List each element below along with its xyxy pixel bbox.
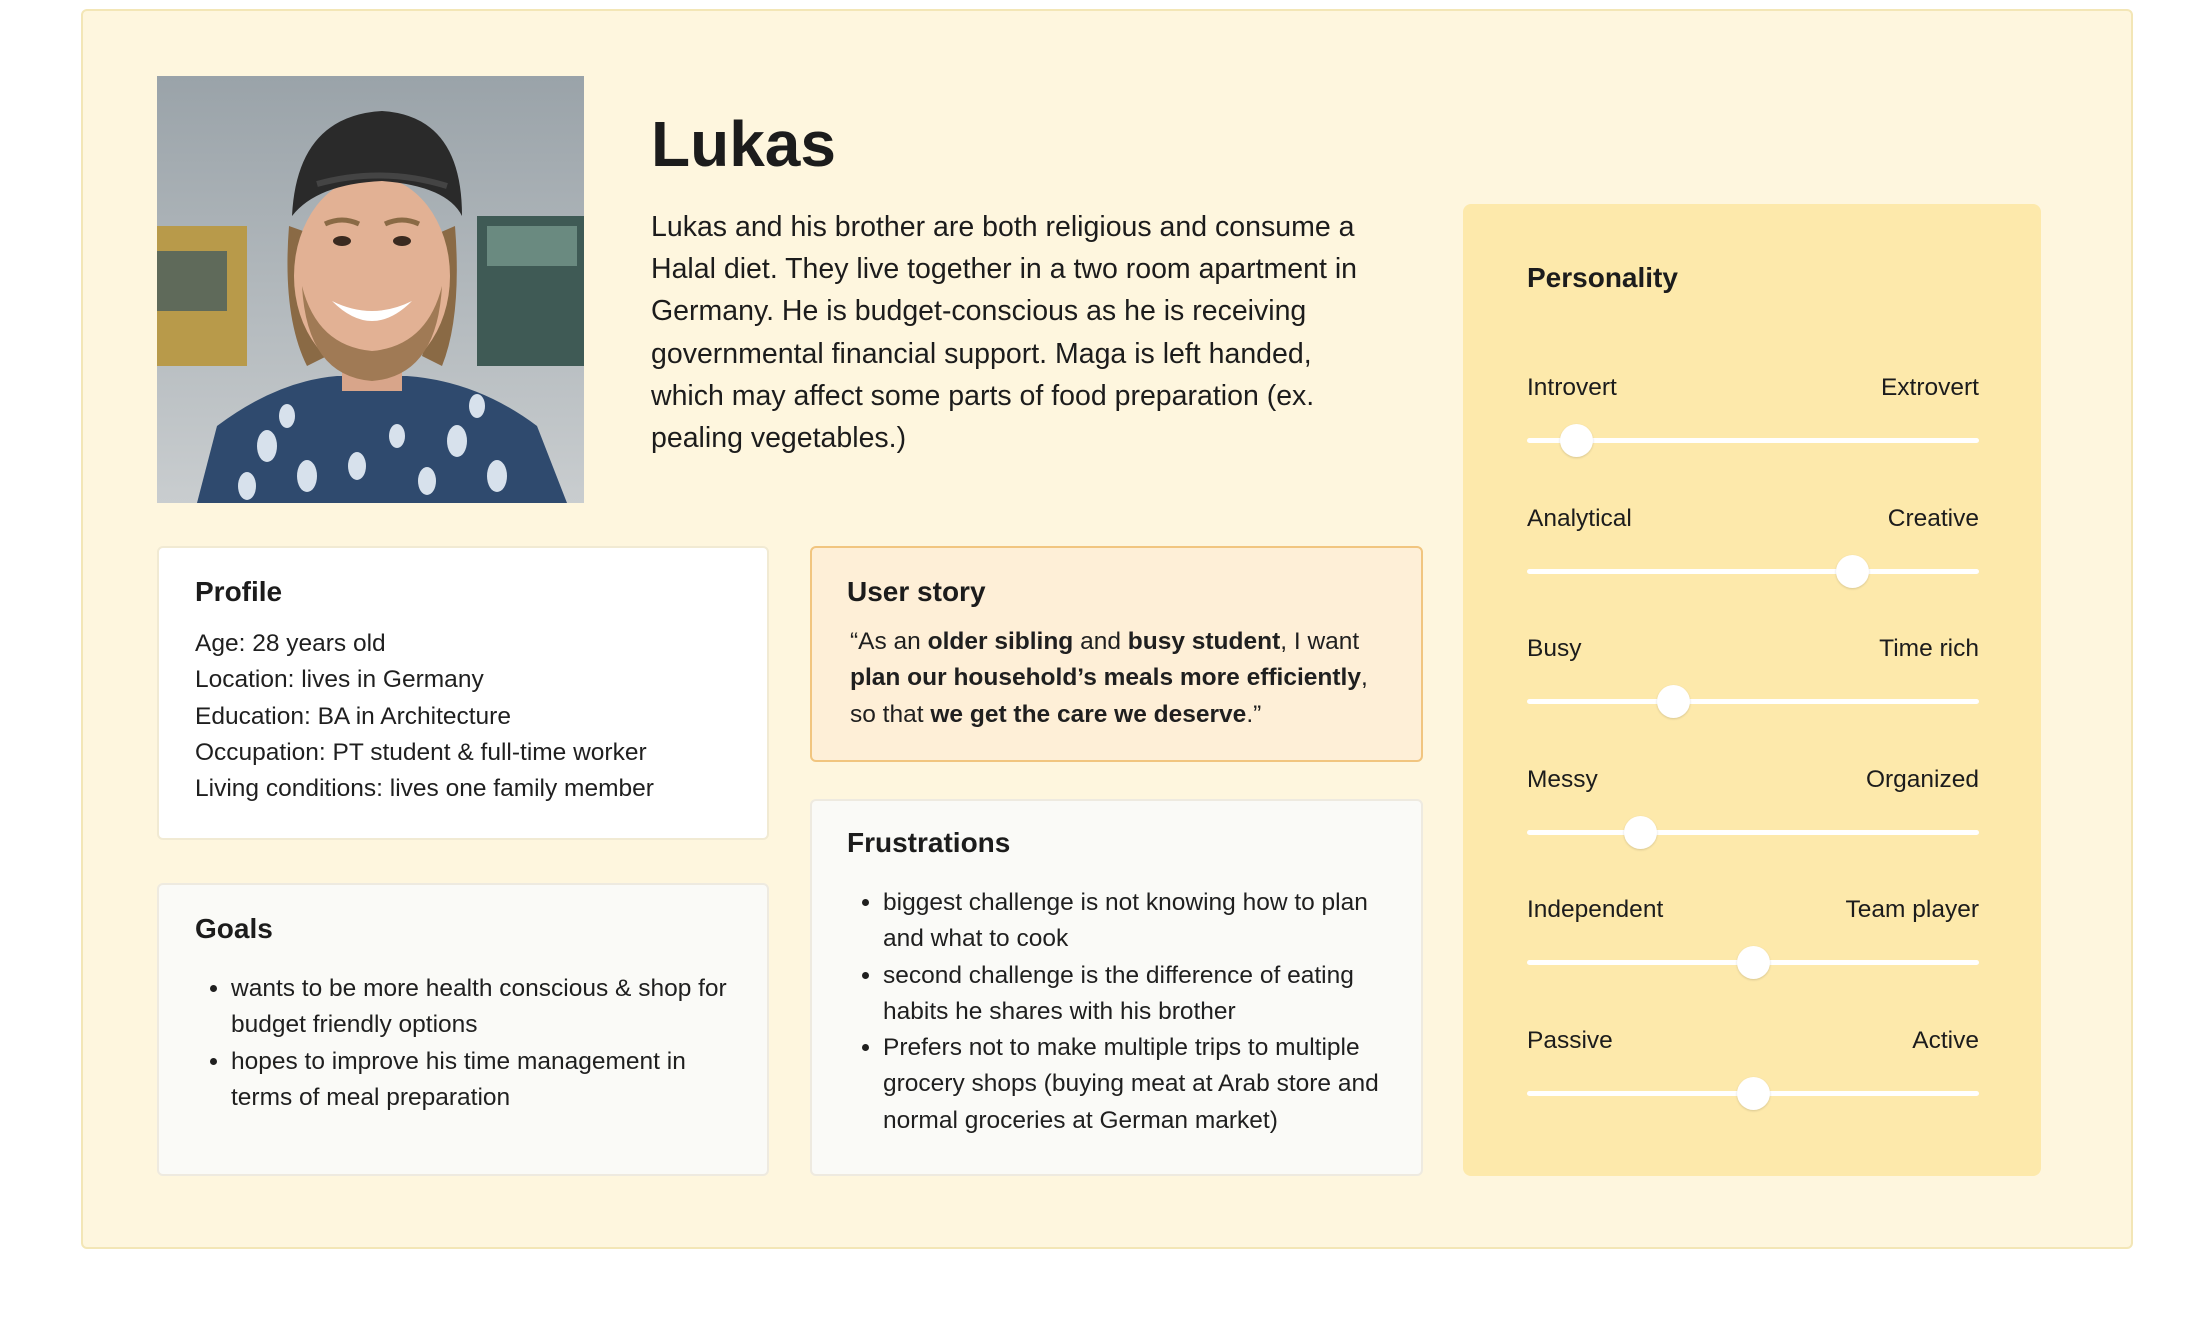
personality-panel [1463, 204, 2041, 1176]
trait-introvert-extrovert [1527, 374, 1979, 474]
goals-card [157, 883, 769, 1176]
list-item: • biggest challenge is not knowing how to plan and what to cook [883, 885, 1386, 958]
slider-track[interactable] [1527, 569, 1979, 574]
slider-handle[interactable] [1624, 816, 1657, 849]
quote-emphasis: we get the care we deserve [930, 700, 1247, 728]
trait-right-label: Team player [1845, 896, 1979, 923]
trait-passive-active [1527, 1027, 1979, 1127]
slider-handle[interactable] [1836, 555, 1869, 588]
goals-list [195, 971, 731, 1116]
personality-title: Personality [1527, 262, 1678, 293]
slider-handle[interactable] [1657, 685, 1690, 718]
trait-right-label: Extrovert [1880, 374, 1979, 401]
quote-emphasis: busy student [1127, 628, 1281, 655]
goals-title: Goals [195, 913, 273, 944]
profile-occupation: Occupation: PT student & full-time worker [195, 738, 647, 766]
trait-messy-organized [1527, 766, 1979, 866]
persona-photo [157, 76, 584, 503]
quote-emphasis: older sibling [927, 628, 1074, 655]
quote-text: , I want [1280, 628, 1360, 655]
trait-independent-team-player [1527, 896, 1979, 996]
profile-education: Education: BA in Architecture [195, 702, 511, 730]
profile-location: Location: lives in Germany [195, 666, 484, 694]
profile-age: Age: 28 years old [195, 630, 386, 657]
slider-track[interactable] [1527, 699, 1979, 704]
trait-left-label: Analytical [1527, 505, 1632, 532]
quote-text: and [1073, 628, 1128, 655]
trait-right-label: Time rich [1879, 635, 1979, 662]
slider-track[interactable] [1527, 438, 1979, 443]
trait-left-label: Introvert [1527, 374, 1617, 401]
trait-left-label: Busy [1527, 635, 1582, 662]
profile-title: Profile [195, 576, 283, 607]
slider-track[interactable] [1527, 830, 1979, 835]
persona-name: Lukas [651, 108, 836, 180]
trait-right-label: Creative [1887, 505, 1979, 532]
profile-living-conditions: Living conditions: lives one family member [195, 775, 654, 803]
profile-card [157, 546, 769, 840]
user-story-card [810, 546, 1423, 762]
trait-right-label: Active [1912, 1027, 1979, 1054]
slider-handle[interactable] [1737, 946, 1770, 979]
trait-right-label: Organized [1865, 766, 1979, 793]
list-item: • hopes to improve his time management in terms of meal preparation [231, 1044, 731, 1117]
quote-text: “As an [850, 628, 928, 655]
quote-emphasis: plan our household’s meals more efficiently [850, 664, 1361, 692]
frustrations-card [810, 799, 1423, 1176]
frustrations-list [847, 885, 1386, 1139]
trait-left-label: Messy [1527, 766, 1598, 793]
quote-text: , so that [850, 664, 1368, 728]
list-item: • wants to be more health conscious & shop for budget friendly options [231, 971, 731, 1044]
trait-analytical-creative [1527, 505, 1979, 605]
trait-left-label: Independent [1527, 896, 1664, 923]
user-story-title: User story [847, 576, 986, 607]
slider-handle[interactable] [1560, 424, 1593, 457]
user-story-quote [847, 624, 1386, 733]
trait-left-label: Passive [1527, 1027, 1613, 1054]
slider-handle[interactable] [1737, 1077, 1770, 1110]
persona-bio: Lukas and his brother are both religious and consume a Halal diet. They live together in a two room apartment in Germany. He is budget-conscious as he is receiving governmental financial support. Maga is left handed, which may affect some parts of food preparation (ex. pealing vegetables.) [651, 211, 1358, 455]
quote-text: .” [1246, 700, 1262, 728]
list-item: • second challenge is the difference of eating habits he shares with his brother [883, 958, 1386, 1031]
list-item: • Prefers not to make multiple trips to multiple grocery shops (buying meat at Arab store and normal groceries at German market) [883, 1030, 1386, 1139]
frustrations-title: Frustrations [847, 827, 1011, 858]
profile-lines [195, 626, 731, 807]
trait-busy-time-rich [1527, 635, 1979, 735]
